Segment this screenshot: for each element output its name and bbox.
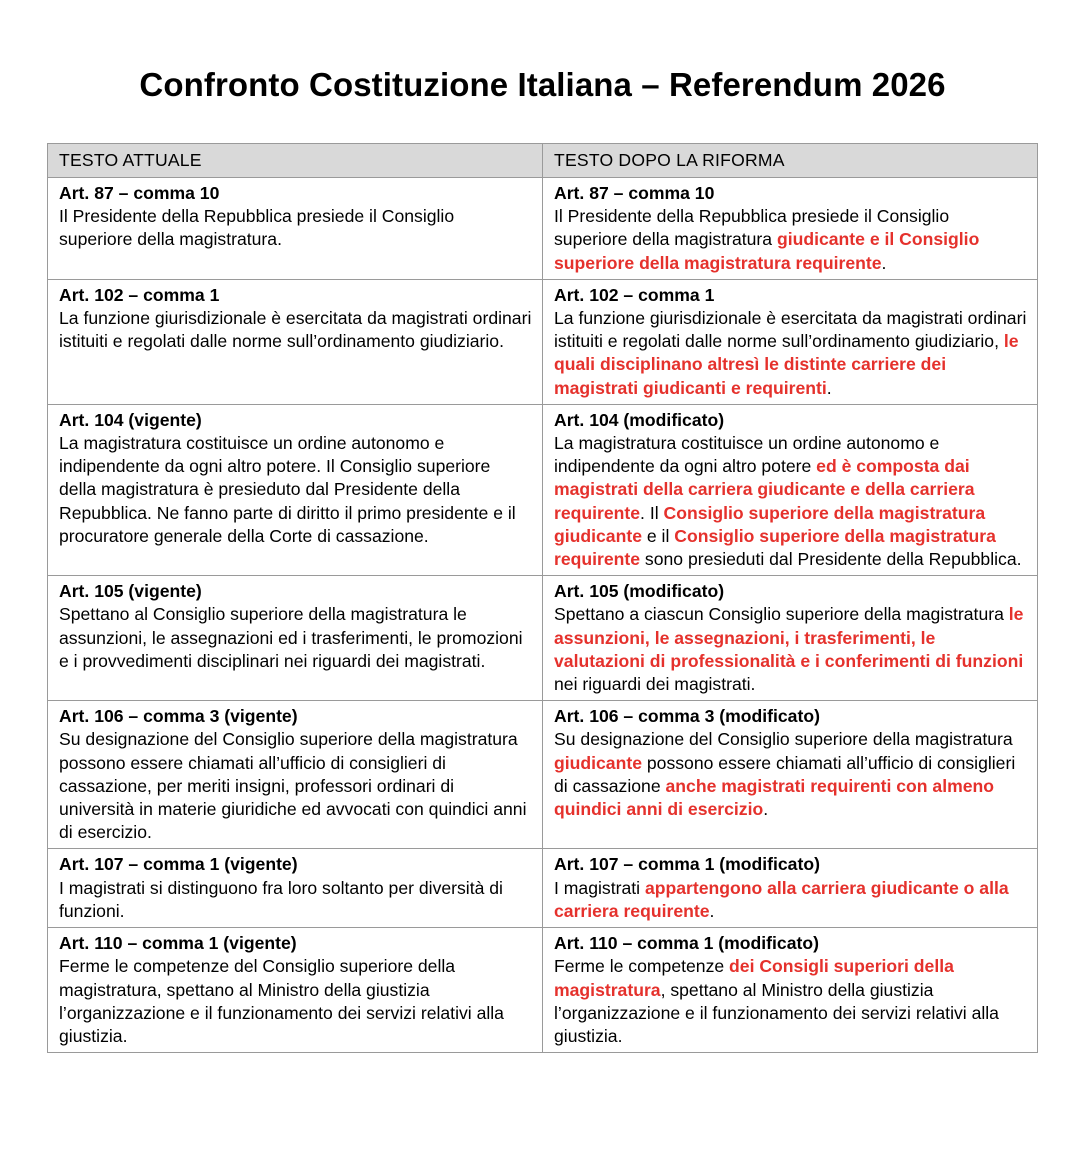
- article-text: Spettano a ciascun Consiglio superiore della magistratura: [554, 604, 1009, 625]
- article-heading: Art. 110 – comma 1 (modificato): [554, 933, 819, 954]
- article-heading: Art. 107 – comma 1 (modificato): [554, 854, 820, 875]
- highlighted-change: ed è composta dai magistrati della carriera giudicante e della carriera requirente: [554, 456, 975, 523]
- article-heading: Art. 110 – comma 1 (vigente): [59, 933, 297, 954]
- reform-text-cell: [543, 404, 1038, 575]
- current-text-cell: [48, 701, 543, 849]
- header-current-text: TESTO ATTUALE: [48, 144, 543, 178]
- article-text: Spettano al Consiglio superiore della magistratura le assunzioni, le assegnazioni ed i trasferimenti, le promozioni e i provvedimenti disciplinari nei riguardi dei magistrati.: [59, 604, 523, 671]
- header-reform-text: TESTO DOPO LA RIFORMA: [543, 144, 1038, 178]
- table-row: [48, 576, 1038, 701]
- table-row: [48, 701, 1038, 849]
- article-text: sono presieduti dal Presidente della Repubblica.: [640, 549, 1022, 570]
- highlighted-change: le assunzioni, le assegnazioni, i trasferimenti, le valutazioni di professionalità e i conferimenti di funzioni: [554, 604, 1024, 671]
- article-text: Il Presidente della Repubblica presiede il Consiglio superiore della magistratura.: [59, 206, 455, 250]
- article-text: Su designazione del Consiglio superiore della magistratura: [554, 729, 1013, 750]
- comparison-table: [47, 143, 1038, 1053]
- article-text: .: [763, 799, 769, 820]
- article-heading: Art. 105 (vigente): [59, 581, 202, 602]
- reform-text-cell: [543, 928, 1038, 1053]
- highlighted-change: dei Consigli superiori della magistratura: [554, 956, 954, 1000]
- article-heading: Art. 87 – comma 10: [59, 183, 220, 203]
- table-row: [48, 279, 1038, 404]
- article-text: La magistratura costituisce un ordine autonomo e indipendente da ogni altro potere. Il Consiglio superiore della magistratura è presieduto dal Presidente della Repubblica. Ne fanno parte di diritto il primo presidente e il procuratore generale della Corte di cassazione.: [59, 433, 516, 546]
- current-text-cell: [48, 849, 543, 928]
- table-row: [48, 178, 1038, 280]
- article-heading: Art. 102 – comma 1: [554, 284, 715, 305]
- reform-text-cell: [543, 701, 1038, 849]
- article-heading: Art. 105 (modificato): [554, 581, 725, 602]
- current-text-cell: [48, 576, 543, 701]
- article-text: e il: [641, 525, 675, 546]
- reform-text-cell: [543, 178, 1038, 280]
- article-text: , spettano al Ministro della giustizia l’organizzazione e il funzionamento dei servizi relativi alla giustizia.: [554, 979, 999, 1046]
- highlighted-change: Consiglio superiore della magistratura giudicante: [554, 502, 986, 546]
- reform-text-cell: [543, 279, 1038, 404]
- article-heading: Art. 106 – comma 3 (modificato): [554, 706, 820, 727]
- article-text: Ferme le competenze del Consiglio superiore della magistratura, spettano al Ministro della giustizia l’organizzazione e il funzionamento dei servizi relativi alla giustizia.: [59, 956, 504, 1046]
- current-text-cell: [48, 404, 543, 575]
- highlighted-change: anche magistrati requirenti con almeno quindici anni di esercizio: [554, 775, 994, 820]
- article-text: La funzione giurisdizionale è esercitata da magistrati ordinari istituiti e regolati dalle norme sull’ordinamento giudiziario,: [554, 308, 1027, 352]
- current-text-cell: [48, 279, 543, 404]
- reform-text-cell: [543, 849, 1038, 928]
- highlighted-change: le quali disciplinano altresì le distinte carriere dei magistrati giudicanti e requirenti: [554, 331, 1019, 398]
- article-text: Su designazione del Consiglio superiore della magistratura possono essere chiamati all’ufficio di consiglieri di cassazione, per meriti insigni, professori ordinari di università in materie giuridiche ed avvocati con quindici anni di esercizio.: [59, 729, 527, 843]
- table-row: [48, 404, 1038, 575]
- table-row: [48, 928, 1038, 1053]
- article-text: Il Presidente della Repubblica presiede il Consiglio superiore della magistratura: [554, 206, 950, 250]
- article-text: .: [826, 377, 832, 398]
- table-row: [48, 849, 1038, 928]
- highlighted-change: appartengono alla carriera giudicante o alla carriera requirente: [554, 877, 1009, 921]
- current-text-cell: [48, 178, 543, 280]
- article-text: Ferme le competenze: [554, 956, 730, 977]
- article-heading: Art. 104 (modificato): [554, 409, 725, 430]
- article-heading: Art. 102 – comma 1: [59, 284, 220, 305]
- page-title: Confronto Costituzione Italiana – Referendum 2026: [139, 66, 946, 103]
- article-text: La magistratura costituisce un ordine autonomo e indipendente da ogni altro potere: [554, 433, 940, 477]
- article-text: I magistrati si distinguono fra loro soltanto per diversità di funzioni.: [59, 877, 503, 921]
- article-text: I magistrati: [554, 877, 645, 898]
- article-heading: Art. 107 – comma 1 (vigente): [59, 854, 298, 875]
- highlighted-change: Consiglio superiore della magistratura requirente: [554, 525, 996, 570]
- article-text: nei riguardi dei magistrati.: [554, 674, 756, 695]
- highlighted-change: giudicante e il Consiglio superiore della magistratura requirente: [554, 229, 980, 273]
- article-text: possono essere chiamati all’ufficio di consiglieri di cassazione: [554, 752, 1016, 796]
- article-heading: Art. 87 – comma 10: [554, 183, 715, 203]
- current-text-cell: [48, 928, 543, 1053]
- article-heading: Art. 106 – comma 3 (vigente): [59, 706, 298, 727]
- table-header-row: [48, 144, 1038, 178]
- article-text: .: [709, 900, 715, 921]
- highlighted-change: giudicante: [554, 752, 642, 773]
- article-text: . Il: [640, 502, 664, 523]
- article-text: .: [881, 252, 887, 273]
- reform-text-cell: [543, 576, 1038, 701]
- article-heading: Art. 104 (vigente): [59, 409, 202, 430]
- article-text: La funzione giurisdizionale è esercitata da magistrati ordinari istituiti e regolati dalle norme sull’ordinamento giudiziario.: [59, 308, 532, 352]
